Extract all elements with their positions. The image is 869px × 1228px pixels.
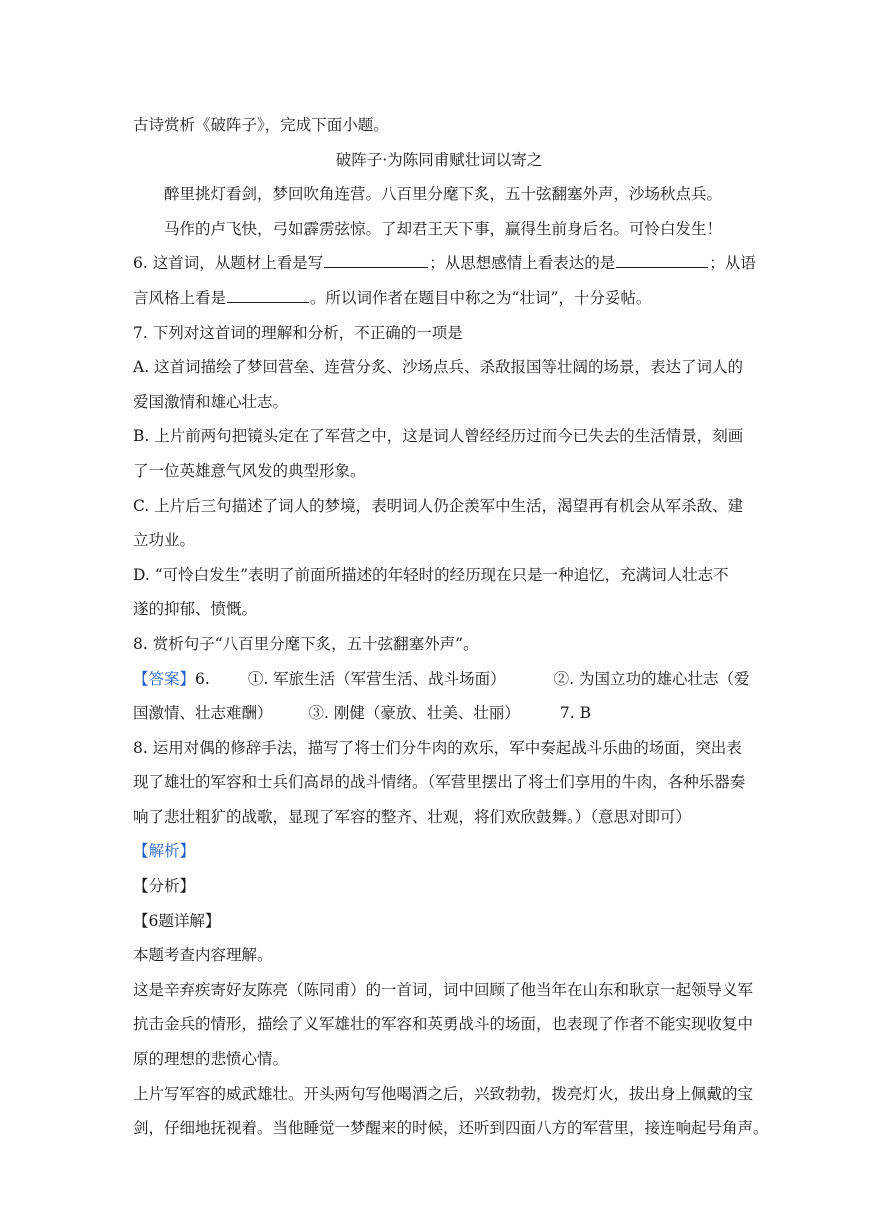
answer-blank-1	[324, 266, 428, 268]
poem-title: 破阵子·为陈同甫赋壮词以寄之	[335, 150, 543, 169]
answer-8-line-3: 响了悲壮粗犷的战歌，显现了军容的整齐、壮观，将们欢欣鼓舞。）（意思对即可）	[133, 807, 692, 826]
analysis-paragraph-2-line-2: 抗击金兵的情形，描绘了义军雄壮的军容和英勇战斗的场面，也表现了作者不能实现收复中	[133, 1015, 754, 1034]
question-6-line-1	[133, 246, 756, 281]
answer-label: 【答案】	[133, 669, 196, 688]
question-7-stem: 7. 下列对这首词的理解和分析，不正确的一项是	[133, 323, 463, 342]
q6-text-5: 。所以词作者在题目中称之为“壮词”，十分妥帖。	[310, 288, 652, 307]
analysis-label: 【解析】	[133, 842, 196, 861]
answer-blank-3	[227, 301, 309, 303]
answer-line-2	[133, 696, 745, 731]
question-8-stem: 8. 赏析句子“八百里分麾下炙，五十弦翻塞外声”。	[133, 634, 479, 653]
intro-text: 古诗赏析《破阵子》，完成下面小题。	[133, 116, 389, 134]
analysis-fenxi-label: 【分析】	[133, 877, 196, 896]
option-c-line-1: C. 上片后三句描述了词人的梦境，表明词人仍企羡军中生活，渴望再有机会从军杀敌、建	[133, 496, 744, 515]
answer-7: 7. B	[559, 704, 591, 723]
poem-line-1: 醉里挑灯看剑，梦回吹角连营。八百里分麾下炙，五十弦翻塞外声，沙场秋点兵。	[164, 185, 723, 204]
answer-8-line-2: 现了雄壮的军容和士兵们高昂的战斗情绪。（军营里摆出了将士们享用的牛肉，各种乐器奏	[133, 773, 746, 792]
option-a-line-2: 爱国激情和雄心壮志。	[133, 392, 289, 411]
answer-6-number: 6.	[195, 669, 210, 688]
poem-line-2: 马作的卢飞快，弓如霹雳弦惊。了却君王天下事，赢得生前身后名。可怜白发生！	[164, 219, 723, 238]
answer-6-option-1: ①. 军旅生活（军营生活、战斗场面）	[247, 669, 506, 688]
q6-text-2: ；从思想感情上看表达的是	[429, 254, 616, 273]
answer-8-line-1: 8. 运用对偶的修辞手法，描写了将士们分牛肉的欢乐，军中奏起战斗乐曲的场面，突出表	[133, 738, 742, 757]
q6-text-3: ；从语	[709, 254, 756, 273]
analysis-paragraph-1: 本题考查内容理解。	[133, 946, 273, 965]
answer-6-option-2: ②. 为国立功的雄心壮志（爱	[553, 669, 750, 688]
option-b-line-2: 了一位英雄意气风发的典型形象。	[133, 461, 366, 480]
analysis-detail-6-label: 【6题详解】	[133, 911, 221, 930]
option-d-line-2: 遂的抑郁、愤慨。	[133, 600, 258, 619]
answer-blank-2	[616, 266, 708, 268]
q6-text-4: 言风格上看是	[133, 288, 227, 307]
answer-6-option-3: ③. 刚健（豪放、壮美、壮丽）	[308, 704, 520, 723]
analysis-paragraph-2-line-1: 这是辛弃疾寄好友陈亮（陈同甫）的一首词，词中回顾了他当年在山东和耿京一起领导义军	[133, 980, 754, 999]
analysis-paragraph-3-line-2: 剑，仔细地抚视着。当他睡觉一梦醒来的时候，还听到四面八方的军营里，接连响起号角声。	[133, 1119, 769, 1138]
document-page	[133, 108, 769, 1146]
option-d-line-1: D. “可怜白发生”表明了前面所描述的年轻时的经历现在只是一种追忆，充满词人壮志不	[133, 565, 729, 584]
question-6-line-2	[133, 281, 745, 316]
answer-line-1	[133, 662, 750, 697]
analysis-paragraph-3-line-1: 上片写军容的威武雄壮。开头两句写他喝酒之后，兴致勃勃，拨亮灯火，拔出身上佩戴的宝	[133, 1084, 754, 1103]
option-b-line-1: B. 上片前两句把镜头定在了军营之中，这是词人曾经经历过而今已失去的生活情景，刻画	[133, 427, 744, 446]
option-a-line-1: A. 这首词描绘了梦回营垒、连营分炙、沙场点兵、杀敌报国等壮阔的场景，表达了词人的	[133, 358, 744, 377]
answer-6-option-2-cont: 国激情、壮志难酬）	[133, 704, 273, 723]
option-c-line-2: 立功业。	[133, 531, 196, 550]
q6-text-1: 6. 这首词，从题材上看是写	[133, 254, 324, 273]
analysis-paragraph-2-line-3: 原的理想的悲愤心情。	[133, 1050, 289, 1069]
